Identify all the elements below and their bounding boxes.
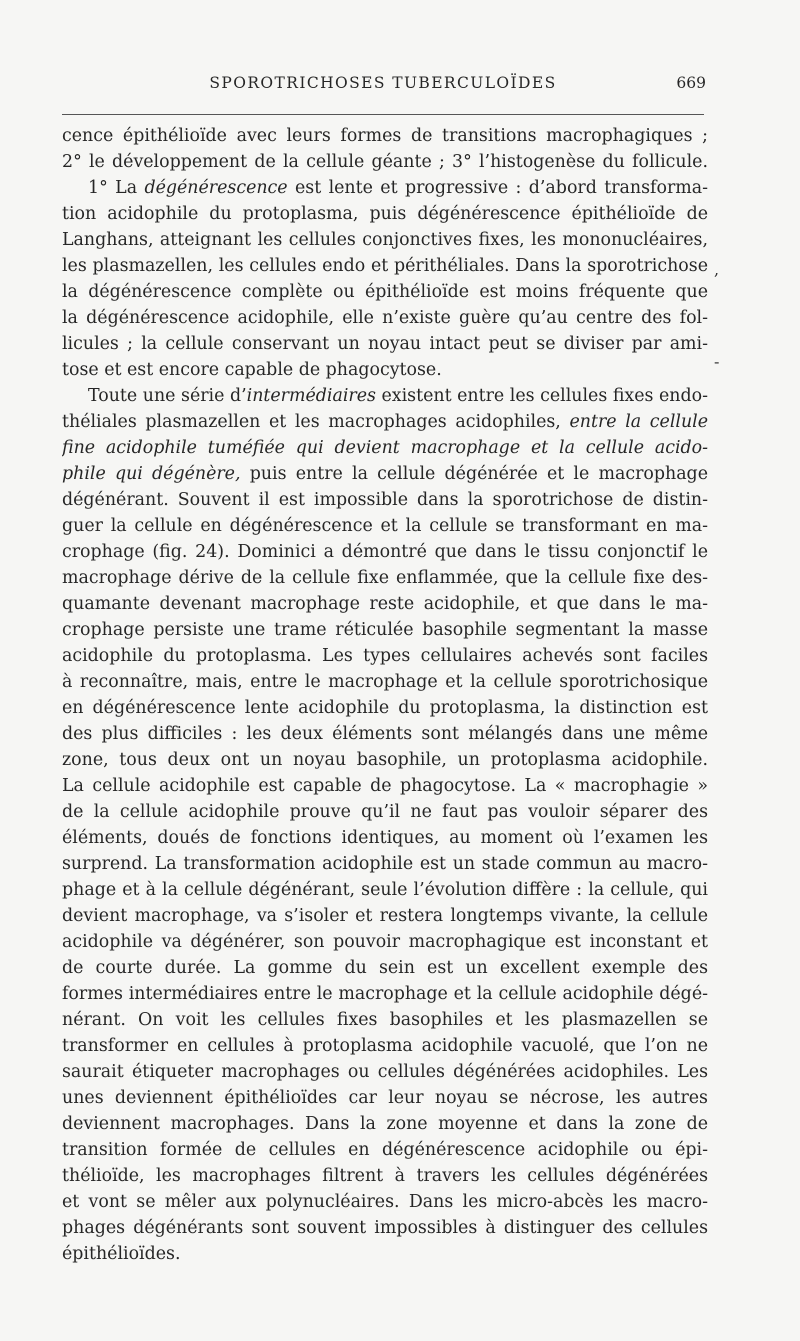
text-line: Langhans, atteignant les cellules conjonctives fixes, les mononucléaires, (62, 230, 708, 250)
text-line: la dégénérescence acidophile, elle n’existe guère qu’au centre des fol- (62, 308, 708, 328)
text-line: cence épithélioïde avec leurs formes de transitions macrophagiques ; (62, 126, 708, 146)
text-line: phage et à la cellule dégénérant, seule l’évolution diffère : la cellule, qui (62, 880, 708, 900)
margin-comma-mark: , (714, 260, 720, 279)
text-line: acidophile du protoplasma. Les types cellulaires achevés sont faciles (62, 646, 708, 666)
text-line: fine acidophile tuméfiée qui devient macrophage et la cellule acido- (62, 438, 708, 458)
text-line: à reconnaître, mais, entre le macrophage et la cellule sporotrichosique (62, 672, 708, 692)
text-line: unes deviennent épithélioïdes car leur noyau se nécrose, les autres (62, 1088, 708, 1108)
text-line: surprend. La transformation acidophile est un stade commun au macro- (62, 854, 708, 874)
text-line: licules ; la cellule conservant un noyau intact peut se diviser par ami- (62, 334, 708, 354)
text-line: dégénérant. Souvent il est impossible dans la sporotrichose de distin- (62, 490, 708, 510)
text-line: phile qui dégénère, puis entre la cellule dégénérée et le macrophage (62, 464, 708, 484)
text-line: thélioïde, les macrophages filtrent à travers les cellules dégénérées (62, 1166, 708, 1186)
text-line: théliales plasmazellen et les macrophages acidophiles, entre la cellule (62, 412, 708, 432)
text-line: des plus difficiles : les deux éléments sont mélangés dans une même (62, 724, 708, 744)
text-line: phages dégénérants sont souvent impossibles à distinguer des cellules (62, 1218, 708, 1238)
running-header (60, 74, 706, 100)
text-line: en dégénérescence lente acidophile du protoplasma, la distinction est (62, 698, 708, 718)
text-line: crophage (fig. 24). Dominici a démontré que dans le tissu conjonctif le (62, 542, 708, 562)
text-line: macrophage dérive de la cellule fixe enflammée, que la cellule fixe des- (62, 568, 708, 588)
text-line: et vont se mêler aux polynucléaires. Dans les micro-abcès les macro- (62, 1192, 708, 1212)
text-line: nérant. On voit les cellules fixes basophiles et les plasmazellen se (62, 1010, 708, 1030)
text-line: tose et est encore capable de phagocytose. (62, 360, 442, 380)
text-line: épithélioïdes. (62, 1244, 181, 1264)
text-line: Toute une série d’intermédiaires existent entre les cellules fixes endo- (88, 386, 708, 406)
text-line: quamante devenant macrophage reste acidophile, et que dans le ma- (62, 594, 708, 614)
text-line: devient macrophage, va s’isoler et restera longtemps vivante, la cellule (62, 906, 708, 926)
text-line: tion acidophile du protoplasma, puis dégénérescence épithélioïde de (62, 204, 708, 224)
text-line: 2° le développement de la cellule géante ; 3° l’histogenèse du follicule. (62, 152, 708, 172)
body-text (62, 123, 708, 1267)
text-line: de la cellule acidophile prouve qu’il ne faut pas vouloir séparer des (62, 802, 708, 822)
text-line: guer la cellule en dégénérescence et la cellule se transformant en ma- (62, 516, 708, 536)
text-line: formes intermédiaires entre le macrophage et la cellule acidophile dégé- (62, 984, 708, 1004)
text-line: 1° La dégénérescence est lente et progressive : d’abord transforma- (88, 178, 708, 198)
text-line: transformer en cellules à protoplasma acidophile vacuolé, que l’on ne (62, 1036, 708, 1056)
text-line: la dégénérescence complète ou épithélioïde est moins fréquente que (62, 282, 708, 302)
text-line: La cellule acidophile est capable de phagocytose. La « macrophagie » (62, 776, 708, 796)
text-line: de courte durée. La gomme du sein est un excellent exemple des (62, 958, 708, 978)
text-line: deviennent macrophages. Dans la zone moyenne et dans la zone de (62, 1114, 708, 1134)
text-line: acidophile va dégénérer, son pouvoir macrophagique est inconstant et (62, 932, 708, 952)
text-line: éléments, doués de fonctions identiques, au moment où l’examen les (62, 828, 708, 848)
text-line: zone, tous deux ont un noyau basophile, un protoplasma acidophile. (62, 750, 708, 770)
page-number: 669 (676, 74, 706, 92)
margin-dash-mark: - (714, 352, 720, 371)
header-rule (62, 114, 704, 115)
text-line: saurait étiqueter macrophages ou cellules dégénérées acidophiles. Les (62, 1062, 708, 1082)
running-title: SPOROTRICHOSES TUBERCULOÏDES (209, 74, 557, 92)
text-line: transition formée de cellules en dégénérescence acidophile ou épi- (62, 1140, 708, 1160)
text-line: crophage persiste une trame réticulée basophile segmentant la masse (62, 620, 708, 640)
text-line: les plasmazellen, les cellules endo et périthéliales. Dans la sporotrichose (62, 256, 708, 276)
